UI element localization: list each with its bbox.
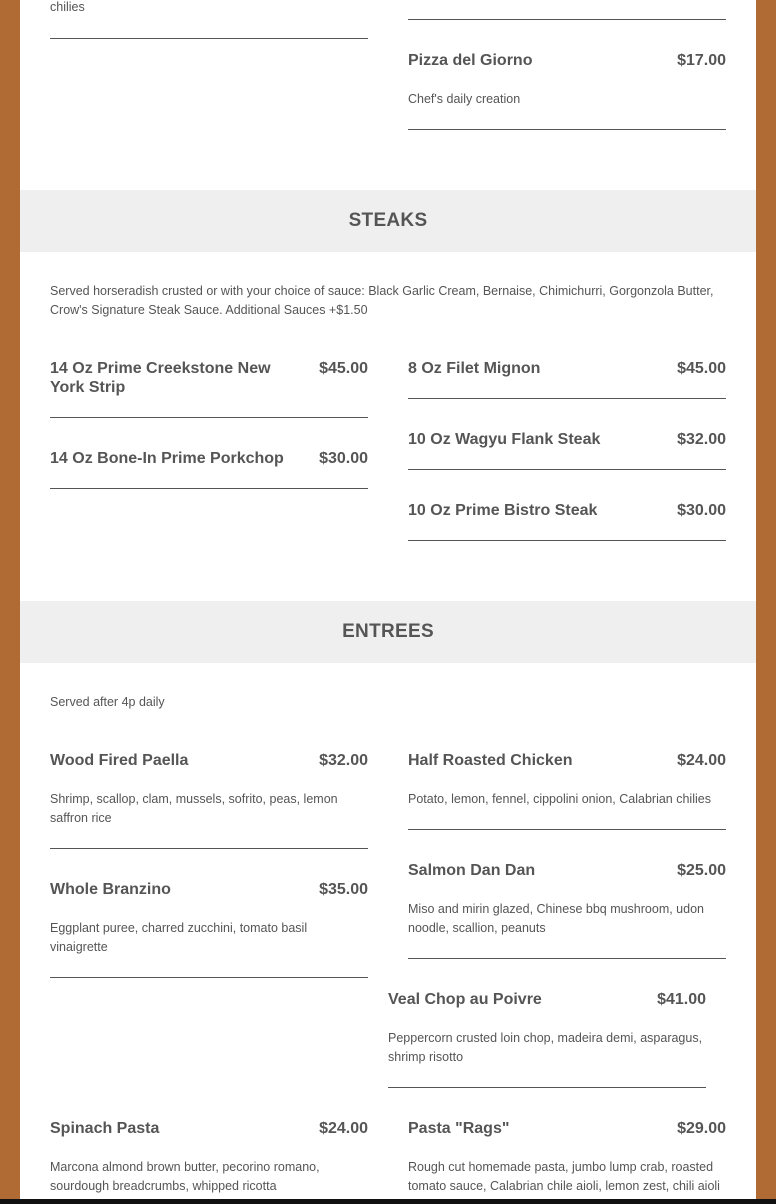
item-name: Whole Branzino [50,881,171,898]
menu-page [20,0,756,1204]
section-title-entrees: ENTREES [342,621,434,642]
item-name: Half Roasted Chicken [408,752,573,769]
divider [50,488,368,489]
item-name: Pasta "Rags" [408,1120,510,1137]
divider [408,958,726,959]
item-price: $41.00 [657,991,706,1008]
item-description: Miso and mirin glazed, Chinese bbq mushroom, udon noodle, scallion, peanuts [408,902,704,935]
previous-item-description: chilies [50,0,85,14]
item-description: Shrimp, scallop, clam, mussels, sofrito, peas, lemon saffron rice [50,792,338,825]
divider [50,977,368,978]
bottom-edge-bar [0,1199,776,1204]
item-name: Salmon Dan Dan [408,862,536,879]
item-name: 14 Oz Prime Creekstone New York Strip [50,360,271,396]
divider [50,417,368,418]
divider [50,848,368,849]
divider [50,38,368,39]
item-name: Wood Fired Paella [50,752,189,769]
item-description: Chef's daily creation [408,92,521,106]
section-note-steaks: Served horseradish crusted or with your choice of sauce: Black Garlic Cream, Bernaise, Chimichurri, Gorgonzola Butter, Crow's Signature Steak Sauce. Additional Sauces +$1.50 [50,284,714,317]
divider [408,19,726,20]
item-name: 14 Oz Bone-In Prime Porkchop [50,450,284,467]
item-price: $24.00 [677,752,726,769]
item-price: $32.00 [319,752,368,769]
divider [408,398,726,399]
section-note-entrees: Served after 4p daily [50,695,165,709]
item-price: $45.00 [319,360,368,377]
divider [388,1087,706,1088]
item-name: 8 Oz Filet Mignon [408,360,541,377]
item-name: 10 Oz Prime Bistro Steak [408,502,598,519]
item-description: Potato, lemon, fennel, cippolini onion, Calabrian chilies [408,792,711,806]
item-price: $30.00 [319,450,368,467]
item-price: $24.00 [319,1120,368,1137]
item-description: Marcona almond brown butter, pecorino romano, sourdough breadcrumbs, whipped ricotta [50,1160,320,1193]
item-price: $30.00 [677,502,726,519]
item-price: $17.00 [677,52,726,69]
item-description: Eggplant puree, charred zucchini, tomato basil vinaigrette [50,921,308,954]
item-name: Pizza del Giorno [408,52,533,69]
divider [408,129,726,130]
item-price: $35.00 [319,881,368,898]
item-name: Spinach Pasta [50,1120,160,1137]
divider [408,829,726,830]
item-price: $32.00 [677,431,726,448]
item-name: 10 Oz Wagyu Flank Steak [408,431,601,448]
item-price: $45.00 [677,360,726,377]
item-description: Rough cut homemade pasta, jumbo lump crab, roasted tomato sauce, Calabrian chile aioli, lemon zest, chili aioli [408,1160,720,1193]
section-title-steaks: STEAKS [348,210,428,231]
item-price: $25.00 [677,862,726,879]
divider [408,469,726,470]
item-price: $29.00 [677,1120,726,1137]
divider [408,540,726,541]
item-name: Veal Chop au Poivre [388,991,542,1008]
item-description: Peppercorn crusted loin chop, madeira demi, asparagus, shrimp risotto [388,1031,703,1064]
